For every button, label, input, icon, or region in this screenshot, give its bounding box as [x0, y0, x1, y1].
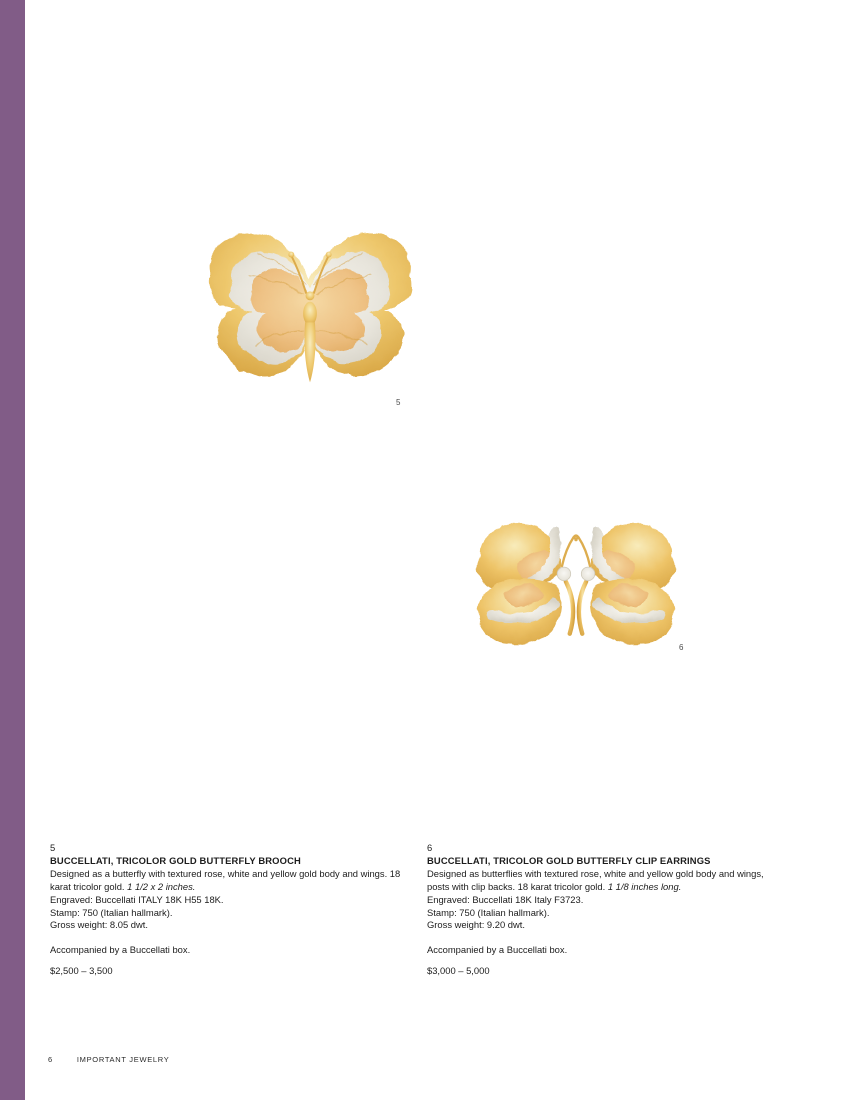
footer-publication-title: IMPORTANT JEWELRY: [76, 1055, 170, 1064]
lot-engraving: Engraved: Buccellati ITALY 18K H55 18K.: [50, 893, 224, 905]
lot-5-entry: [50, 842, 410, 978]
lot-description: [427, 868, 787, 894]
footer-page-number: 6: [48, 1055, 53, 1064]
lot-stamp: Stamp: 750 (Italian hallmark).: [50, 906, 173, 918]
lot-title: BUCCELLATI, TRICOLOR GOLD BUTTERFLY CLIP EARRINGS: [427, 854, 711, 866]
lot-description-text: Designed as a butterfly with textured rose, white and yellow gold body and wings. 18 karat tricolor gold.: [50, 867, 401, 892]
butterfly-brooch-image: [197, 220, 423, 412]
lot-estimate: $3,000 – 5,000: [427, 965, 490, 977]
lot-gross-weight: Gross weight: 8.05 dwt.: [50, 919, 148, 931]
butterfly-earrings-image: [467, 514, 685, 654]
page-footer: [48, 1055, 169, 1064]
lot-stamp: Stamp: 750 (Italian hallmark).: [427, 906, 550, 918]
lot-dimensions: 1 1/8 inches long.: [607, 880, 682, 892]
lot-estimate: $2,500 – 3,500: [50, 965, 113, 977]
lot-engraving: Engraved: Buccellati 18K Italy F3723.: [427, 893, 584, 905]
lot-number: 5: [50, 842, 56, 853]
lot-gross-weight: Gross weight: 9.20 dwt.: [427, 919, 525, 931]
butterfly-brooch-illustration: [197, 220, 423, 412]
lot-dimensions: 1 1/2 x 2 inches.: [127, 880, 196, 892]
lot-title: BUCCELLATI, TRICOLOR GOLD BUTTERFLY BROOCH: [50, 854, 301, 866]
earrings-figure-label: 6: [679, 643, 684, 652]
lot-6-entry: [427, 842, 787, 978]
lot-description: [50, 868, 410, 894]
page-accent-bar: [0, 0, 25, 1100]
lot-accompaniment: Accompanied by a Buccellati box.: [427, 944, 568, 956]
lot-accompaniment: Accompanied by a Buccellati box.: [50, 944, 191, 956]
butterfly-earrings-illustration: [467, 514, 685, 654]
brooch-figure-label: 5: [396, 398, 401, 407]
lot-description-text: Designed as butterflies with textured rose, white and yellow gold body and wings, posts with clip backs. 18 karat tricolor gold.: [427, 867, 764, 892]
lot-number: 6: [427, 842, 433, 853]
